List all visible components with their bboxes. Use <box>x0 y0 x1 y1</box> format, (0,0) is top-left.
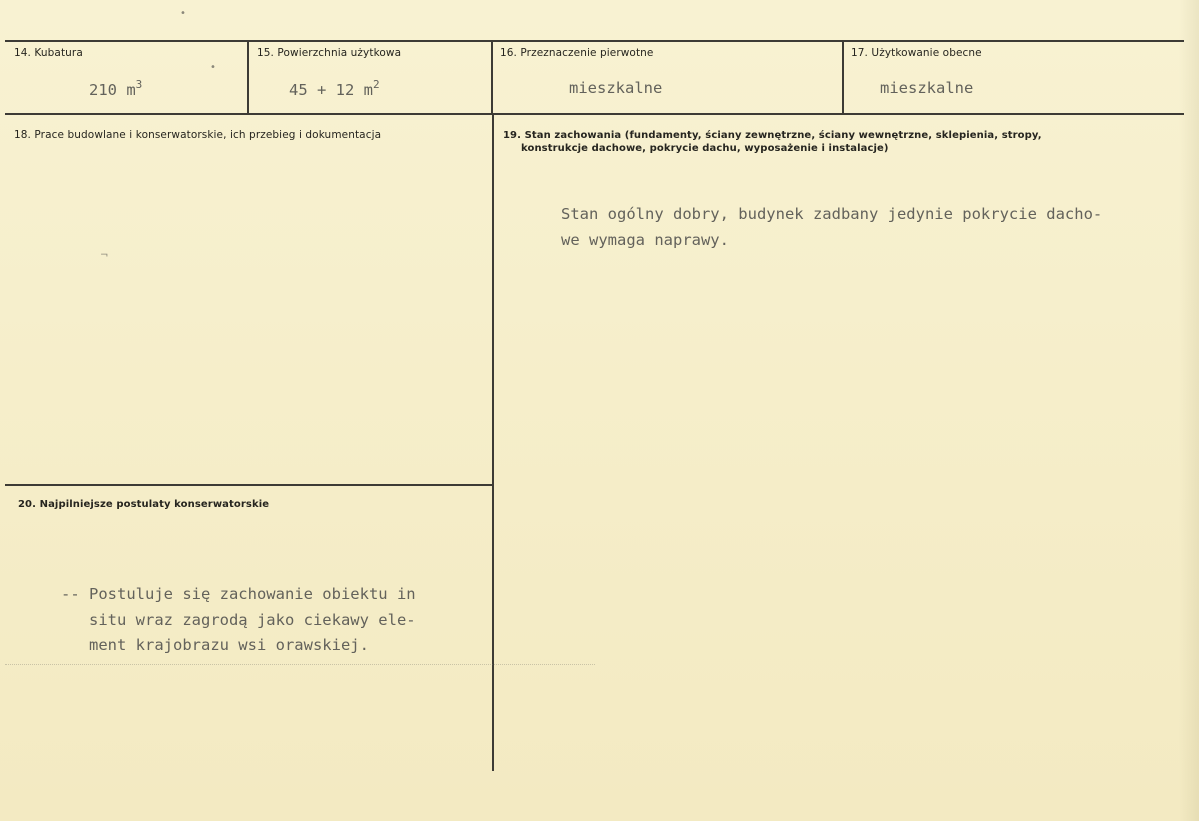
faint-guide-line <box>5 664 595 665</box>
field-19-text-line2: we wymaga naprawy. <box>561 231 729 249</box>
field-19-label-line1: 19. Stan zachowania (fundamenty, ściany zewnętrzne, ściany wewnętrzne, sklepienia, stropy, <box>503 130 1042 141</box>
top-rule <box>5 40 1184 42</box>
field-18-label: 18. Prace budowlane i konserwatorskie, ich przebieg i dokumentacja <box>14 129 382 141</box>
field-15-unit-superscript: 2 <box>373 78 380 91</box>
stray-mark: • <box>180 8 186 19</box>
stray-mark: ¬ <box>100 250 109 261</box>
field-15-label: 15. Powierzchnia użytkowa <box>257 47 402 59</box>
field-15-number: 45 + 12 m <box>289 81 373 99</box>
field-20-text-line1: -- Postuluje się zachowanie obiektu in <box>61 585 416 603</box>
section18-bottom-rule <box>5 484 492 486</box>
field-16-value: mieszkalne <box>569 79 663 97</box>
field-14-number: 210 m <box>89 81 136 99</box>
main-column-divider <box>492 113 494 771</box>
row1-bottom-rule <box>5 113 1184 115</box>
field-19-label-line2: konstrukcje dachowe, pokrycie dachu, wyposażenie i instalacje) <box>521 143 889 154</box>
field-14-label: 14. Kubatura <box>14 47 83 59</box>
field-20-text-line3: ment krajobrazu wsi orawskiej. <box>89 636 369 654</box>
field-17-value: mieszkalne <box>880 79 974 97</box>
row1-divider-2 <box>491 40 493 114</box>
row1-divider-1 <box>247 40 249 114</box>
field-19-text-line1: Stan ogólny dobry, budynek zadbany jedynie pokrycie dacho- <box>561 205 1103 223</box>
stray-mark: • <box>210 62 216 73</box>
row1-divider-3 <box>842 40 844 114</box>
field-20-label: 20. Najpilniejsze postulaty konserwatorskie <box>18 499 270 510</box>
field-16-label: 16. Przeznaczenie pierwotne <box>500 47 654 59</box>
field-14-unit-superscript: 3 <box>135 78 143 91</box>
field-14-value <box>89 78 142 99</box>
field-15-value <box>289 78 380 99</box>
field-17-label: 17. Użytkowanie obecne <box>851 47 982 59</box>
paper-edge-shadow <box>1179 0 1199 821</box>
field-20-text-line2: situ wraz zagrodą jako ciekawy ele- <box>89 611 416 629</box>
